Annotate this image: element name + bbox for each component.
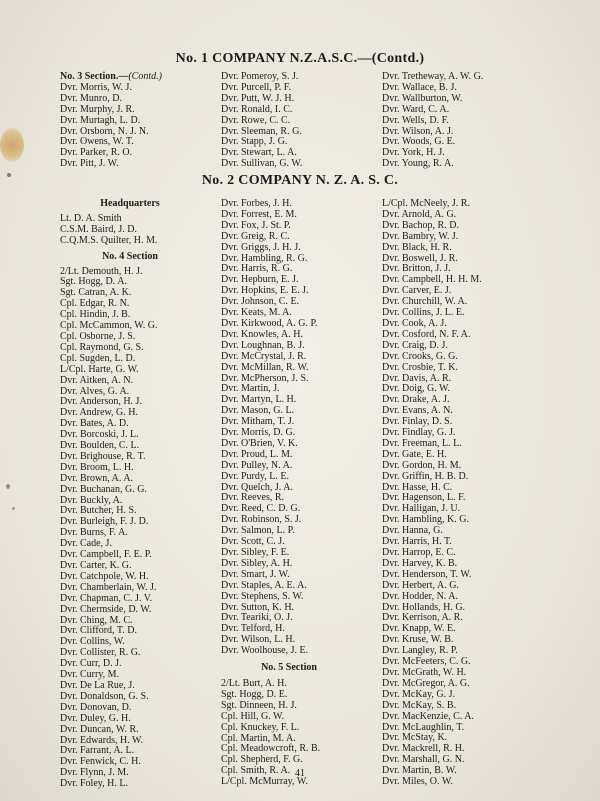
roster-entry: Dvr. Mackrell, R. H. xyxy=(382,743,465,755)
roster-entry: Dvr. Chapman, C. J. V. xyxy=(60,592,153,604)
roster-entry: Dvr. Mason, G. L. xyxy=(221,405,295,417)
roster-entry: Dvr. Johnson, C. E. xyxy=(221,296,300,308)
roster-entry: Dvr. Knowles, A. H. xyxy=(221,328,303,340)
roster-entry: Dvr. Stapp, J. G. xyxy=(221,136,288,148)
roster-entry: Dvr. Crosbie, T. K. xyxy=(382,361,459,373)
roster-entry: Dvr. Robinson, S. J. xyxy=(221,514,302,526)
roster-entry: Dvr. Scott, C. J. xyxy=(221,536,285,548)
roster-entry: Cpl. Osborne, J. S. xyxy=(60,330,136,342)
roster-entry: Dvr. Morris, D. G. xyxy=(221,427,296,439)
roster-entry: Dvr. Clifford, T. D. xyxy=(60,625,137,637)
roster-entry: Dvr. Marshall, G. N. xyxy=(382,754,465,766)
roster-entry: Dvr. Freeman, L. L. xyxy=(382,437,462,449)
roster-entry: Dvr. Foley, H. L. xyxy=(60,778,128,790)
roster-entry: Dvr. Harris, R. G. xyxy=(221,263,293,275)
roster-entry: Dvr. Rowe, C. C. xyxy=(221,114,291,126)
roster-entry: Sgt. Dinneen, H. J. xyxy=(221,699,297,711)
company-1-column-1 xyxy=(60,72,162,170)
roster-entry: Dvr. McGrath, W. H. xyxy=(382,666,467,678)
roster-entry: Dvr. Gate, E. H. xyxy=(382,448,447,460)
roster-entry: Dvr. Andrew, G. H. xyxy=(60,407,138,419)
roster-entry: Dvr. Brighouse, R. T. xyxy=(60,450,146,462)
roster-entry: Cpl. Meadowcroft, R. B. xyxy=(221,743,321,755)
binding-hole xyxy=(6,484,10,489)
roster-entry: Dvr. Hagenson, L. F. xyxy=(382,492,466,504)
roster-entry: Cpl. Raymond, G. S. xyxy=(60,341,144,353)
roster-entry: Dvr. Owens, W. T. xyxy=(60,136,134,148)
roster-entry: Dvr. Harvey, K. B. xyxy=(382,557,458,569)
roster-entry: Dvr. Brown, A. A. xyxy=(60,472,134,484)
roster-entry: Dvr. Pulley, N. A. xyxy=(221,459,293,471)
roster-entry: Cpl. Edgar, R. N. xyxy=(60,298,130,310)
roster-entry: Dvr. O'Brien, V. K. xyxy=(221,437,298,449)
roster-entry: Cpl. Martin, M. A. xyxy=(221,732,296,744)
roster-entry: Dvr. Farrant, A. L. xyxy=(60,745,135,757)
roster-entry: Dvr. Flynn, J. M. xyxy=(60,767,129,779)
roster-entry: L/Cpl. McNeely, J. R. xyxy=(382,198,470,209)
roster-entry: Dvr. Carter, K. G. xyxy=(60,560,132,571)
roster-entry: Dvr. Hepburn, E. J. xyxy=(221,274,299,286)
roster-entry: Dvr. Anderson, H. J. xyxy=(60,396,142,408)
roster-entry: Dvr. Kerrison, A. R. xyxy=(382,612,463,624)
roster-entry: Dvr. Murtagh, L. D. xyxy=(60,114,141,126)
roster-entry: Cpl. Hindin, J. B. xyxy=(60,309,131,321)
roster-entry: 2/Lt. Burt, A. H. xyxy=(221,677,287,689)
roster-entry: Sgt. Hogg, D. E. xyxy=(221,688,288,700)
roster-entry: Dvr. Proud, L. M. xyxy=(221,448,293,460)
roster-entry: Sgt. Catran, A. K. xyxy=(60,287,132,299)
roster-entry: Dvr. Collins, W. xyxy=(60,636,125,648)
roster-entry: Dvr. Telford, H. xyxy=(221,623,285,635)
roster-list xyxy=(60,267,200,791)
company-2-heading: No. 2 COMPANY N. Z. A. S. C. xyxy=(201,173,399,188)
roster-entry: Dvr. Broom, L. H. xyxy=(60,461,134,473)
roster-entry: Dvr. Martin, B. W. xyxy=(382,765,457,777)
roster-entry: Dvr. Purcell, P. F. xyxy=(221,81,292,93)
roster-entry: Dvr. York, H. J. xyxy=(382,147,445,159)
roster-entry: Dvr. Putt, W. J. H. xyxy=(221,92,295,104)
roster-entry: Dvr. Ronald, I. C. xyxy=(221,103,293,115)
roster-entry: Dvr. Burns, F. A. xyxy=(60,527,128,539)
headquarters-heading: Headquarters xyxy=(100,198,160,209)
roster-entry: Dvr. Langley, R. P. xyxy=(382,645,458,657)
roster-entry: Dvr. McKay, S. B. xyxy=(382,699,457,711)
roster-entry: Dvr. Hanna, G. xyxy=(382,525,443,537)
roster-entry: Dvr. McGregor, A. G. xyxy=(382,677,470,689)
roster-entry: Dvr. Hodder, N. A. xyxy=(382,590,458,602)
roster-entry: Dvr. Munro, D. xyxy=(60,92,122,104)
roster-entry: Dvr. Edwards, H. W. xyxy=(60,734,144,746)
roster-entry: Dvr. Wilson, A. J. xyxy=(382,125,454,137)
roster-entry: Dvr. Hollands, H. G. xyxy=(382,601,466,613)
roster-entry: Dvr. Curry, M. xyxy=(60,669,120,681)
roster-entry: Dvr. McMillan, R. W. xyxy=(221,361,309,373)
section-4-heading: No. 4 Section xyxy=(102,250,158,262)
roster-entry: Dvr. Boswell, J. R. xyxy=(382,252,458,264)
roster-entry: Dvr. Keats, M. A. xyxy=(221,307,292,319)
roster-entry: Dvr. Gordon, H. M. xyxy=(382,459,462,471)
roster-entry: Dvr. Orsborn, N. J. N. xyxy=(60,125,149,137)
roster-entry: Dvr. Duley, G. H. xyxy=(60,712,131,724)
roster-entry: Dvr. Woods, G. E. xyxy=(382,136,456,148)
roster-entry: Dvr. Boulden, C. L. xyxy=(60,440,140,452)
roster-entry: Dvr. Harrop, E. C. xyxy=(382,547,456,558)
roster-entry: Dvr. Bambry, W. J. xyxy=(382,230,459,242)
roster-entry: Dvr. Duncan, W. R. xyxy=(60,723,139,735)
roster-entry: Dvr. Catchpole, W. H. xyxy=(60,570,149,582)
roster-entry: 2/Lt. Demouth, H. J. xyxy=(60,265,143,277)
roster-entry: Dvr. Stephens, S. W. xyxy=(221,590,304,602)
roster-entry: Dvr. Knapp, W. E. xyxy=(382,623,456,635)
company-2-column-3 xyxy=(382,199,482,788)
roster-entry: Dvr. Curr, D. J. xyxy=(60,658,122,670)
roster-entry: Lt. D. A. Smith xyxy=(60,212,122,224)
roster-entry: Dvr. Harris, H. T. xyxy=(382,536,452,548)
roster-entry: Dvr. Staples, A. E. A. xyxy=(221,579,307,591)
roster-entry: Dvr. McStay, K. xyxy=(382,732,448,744)
page-number: 41 xyxy=(295,768,305,779)
roster-entry: Dvr. Sullivan, G. W. xyxy=(221,158,303,170)
roster-entry: Dvr. Alves, G. A. xyxy=(60,385,130,397)
roster-entry: Cpl. Smith, R. A. xyxy=(221,765,291,777)
roster-entry: Dvr. Halligan, J. U. xyxy=(382,503,461,515)
roster-entry: Dvr. Mitham, T. J. xyxy=(221,416,295,428)
roster-entry: Dvr. Sleeman, R. G. xyxy=(221,125,302,137)
roster-entry: Dvr. Griffin, H. B. D. xyxy=(382,470,469,482)
roster-entry: C.S.M. Baird, J. D. xyxy=(60,223,137,235)
roster-entry: Dvr. Crooks, G. G. xyxy=(382,350,458,362)
roster-entry: Dvr. Buckly, A. xyxy=(60,494,123,506)
roster-entry: Dvr. Martin, J. xyxy=(221,383,280,395)
roster-entry: Dvr. Black, H. R. xyxy=(382,241,452,253)
roster-entry: Dvr. McCrystal, J. R. xyxy=(221,350,307,362)
company-1-column-3 xyxy=(382,72,483,170)
roster-entry: Dvr. Pitt, J. W. xyxy=(60,158,119,170)
roster-entry: Dvr. Herbert, A. G. xyxy=(382,579,459,591)
company-1-heading: No. 1 COMPANY N.Z.A.S.C.—(Contd.) xyxy=(175,51,425,66)
roster-entry: Cpl. Hill, G. W. xyxy=(221,710,285,722)
roster-entry: Dvr. Martyn, L. H. xyxy=(221,394,297,406)
roster-entry: Dvr. Bachop, R. D. xyxy=(382,219,459,231)
headquarters-list xyxy=(60,214,200,247)
roster-entry: Dvr. Young, R. A. xyxy=(382,158,454,170)
roster-entry: Dvr. McLaughlin, T. xyxy=(382,721,465,733)
roster-entry: Dvr. Forrest, E. M. xyxy=(221,208,297,220)
roster-entry: Dvr. Morris, W. J. xyxy=(60,81,132,93)
roster-entry: Dvr. Hopkins, E. E. J. xyxy=(221,285,309,297)
roster-entry: Dvr. Drake, A. J. xyxy=(382,394,450,406)
roster-entry: Dvr. Collins, J. L. E. xyxy=(382,307,465,319)
roster-entry: Dvr. Craig, D. J. xyxy=(382,339,448,351)
roster-entry: Dvr. Smart, J. W. xyxy=(221,568,290,580)
roster-entry: Dvr. McPherson, J. S. xyxy=(221,372,309,384)
roster-entry: Dvr. Hasse, H. C. xyxy=(382,481,453,493)
roster-entry: Dvr. Sutton, K. H. xyxy=(221,601,295,613)
roster-entry: Dvr. Purdy, L. E. xyxy=(221,470,289,482)
roster-entry: Dvr. Wells, D. F. xyxy=(382,114,449,126)
roster-entry: Dvr. Wallace, B. J. xyxy=(382,81,457,93)
roster-entry: Dvr. Sibley, F. E. xyxy=(221,547,290,558)
roster-entry: Dvr. Burleigh, F. J. D. xyxy=(60,516,149,528)
roster-entry: Dvr. Cade, J. xyxy=(60,538,112,550)
roster-entry: Dvr. Stewart, L. A. xyxy=(221,147,297,159)
roster-list xyxy=(221,72,302,170)
roster-entry: Dvr. Reeves, R. xyxy=(221,492,285,504)
roster-entry: Dvr. Chamberlain, W. J. xyxy=(60,581,157,593)
roster-entry: Dvr. Kirkwood, A. G. P. xyxy=(221,317,318,329)
roster-entry: Dvr. Churchill, W. A. xyxy=(382,296,468,308)
roster-entry: Dvr. Teariki, O. J. xyxy=(221,612,293,624)
roster-entry: Dvr. Griggs, J. H. J. xyxy=(221,241,301,253)
roster-entry: Dvr. Wilson, L. H. xyxy=(221,634,296,646)
roster-list xyxy=(382,199,482,788)
roster-entry: Dvr. Murphy, J. R. xyxy=(60,103,135,115)
roster-entry: Sgt. Hogg, D. A. xyxy=(60,276,127,288)
roster-list xyxy=(382,72,483,170)
roster-entry: Dvr. Arnold, A. G. xyxy=(382,208,457,220)
roster-entry: Dvr. Ching, M. C. xyxy=(60,614,133,626)
roster-entry: Dvr. McKay, G. J. xyxy=(382,688,455,700)
roster-entry: Dvr. Donovan, D. xyxy=(60,701,132,713)
company-1-column-2 xyxy=(221,72,302,170)
roster-entry: Cpl. Knuckey, F. L. xyxy=(221,721,300,733)
roster-entry: Dvr. Findlay, G. J. xyxy=(382,427,456,439)
roster-entry: Dvr. Bates, A. D. xyxy=(60,418,129,430)
roster-entry: Cpl. Sugden, L. D. xyxy=(60,352,136,364)
roster-entry: Cpl. Shepherd, F. G. xyxy=(221,754,303,766)
section-5-heading: No. 5 Section xyxy=(261,662,317,674)
roster-entry: Dvr. McFeeters, C. G. xyxy=(382,656,471,668)
roster-entry: Dvr. Ward, C. A. xyxy=(382,103,450,115)
roster-entry: Dvr. Fenwick, C. H. xyxy=(60,756,141,768)
section-3-title: No. 3 Section.— xyxy=(60,71,129,82)
roster-entry: Dvr. Cosford, N. F. A. xyxy=(382,328,471,340)
roster-entry: Dvr. Davis, A. R. xyxy=(382,372,452,384)
roster-entry: Dvr. MacKenzie, C. A. xyxy=(382,710,474,722)
roster-entry: Dvr. Donaldson, G. S. xyxy=(60,690,149,702)
section-3-contd: (Contd.) xyxy=(128,71,162,82)
roster-entry: C.Q.M.S. Quilter, H. M. xyxy=(60,234,158,246)
roster-list xyxy=(60,83,162,170)
roster-entry: Dvr. Finlay, D. S. xyxy=(382,416,453,428)
binding-hole xyxy=(12,507,15,510)
paper-stain xyxy=(0,128,24,162)
roster-list xyxy=(221,199,357,657)
roster-entry: Dvr. Pomeroy, S. J. xyxy=(221,71,299,82)
roster-entry: Dvr. Evans, A. N. xyxy=(382,405,453,417)
roster-entry: Dvr. Borcoski, J. L. xyxy=(60,429,139,441)
roster-entry: Dvr. Hambling, R. G. xyxy=(221,252,308,264)
roster-entry: L/Cpl. Harte, G. W. xyxy=(60,363,139,375)
roster-entry: Cpl. McCammon, W. G. xyxy=(60,320,158,332)
roster-entry: Dvr. Britton, J. J. xyxy=(382,263,451,275)
roster-entry: Dvr. Parker, R. O. xyxy=(60,147,133,159)
roster-entry: Dvr. Tretheway, A. W. G. xyxy=(382,71,484,82)
roster-entry: Dvr. De La Rue, J. xyxy=(60,679,135,691)
roster-entry: Dvr. Quelch, J. A. xyxy=(221,481,293,493)
roster-entry: Dvr. Greig, R. C. xyxy=(221,230,290,242)
roster-entry: Dvr. Hambling, K. G. xyxy=(382,514,469,526)
roster-entry: Dvr. Loughnan, B. J. xyxy=(221,339,305,351)
roster-entry: Dvr. Sibley, A. H. xyxy=(221,557,293,569)
roster-entry: Dvr. Forbes, J. H. xyxy=(221,198,292,209)
company-2-column-1 xyxy=(60,199,200,790)
roster-entry: Dvr. Kruse, W. B. xyxy=(382,634,454,646)
roster-entry: Dvr. Buchanan, G. G. xyxy=(60,483,147,495)
roster-entry: Dvr. Cook, A. J. xyxy=(382,317,447,329)
roster-entry: Dvr. Collister, R. G. xyxy=(60,647,141,659)
roster-entry: Dvr. Reed, C. D. G. xyxy=(221,503,301,515)
roster-entry: Dvr. Butcher, H. S. xyxy=(60,505,137,517)
roster-entry: Dvr. Henderson, T. W. xyxy=(382,568,472,580)
roster-entry: Dvr. Campbell, H. H. M. xyxy=(382,274,482,286)
roster-entry: Dvr. Carver, E. J. xyxy=(382,285,452,297)
roster-entry: Dvr. Wallburton, W. xyxy=(382,92,463,104)
roster-entry: Dvr. Salmon, L. P. xyxy=(221,525,295,537)
roster-entry: Dvr. Miles, O. W. xyxy=(382,776,453,788)
roster-entry: Dvr. Fox, J. St. P. xyxy=(221,219,291,231)
roster-entry: Dvr. Campbell, F. E. P. xyxy=(60,549,152,561)
roster-entry: L/Cpl. McMurray, W. xyxy=(221,776,308,788)
roster-entry: Dvr. Chermside, D. W. xyxy=(60,603,152,615)
roster-entry: Dvr. Woolhouse, J. E. xyxy=(221,645,309,657)
company-2-column-2 xyxy=(221,199,357,788)
roster-entry: Dvr. Doig, G. W. xyxy=(382,383,451,395)
roster-entry: Dvr. Aitken, A. N. xyxy=(60,374,134,386)
